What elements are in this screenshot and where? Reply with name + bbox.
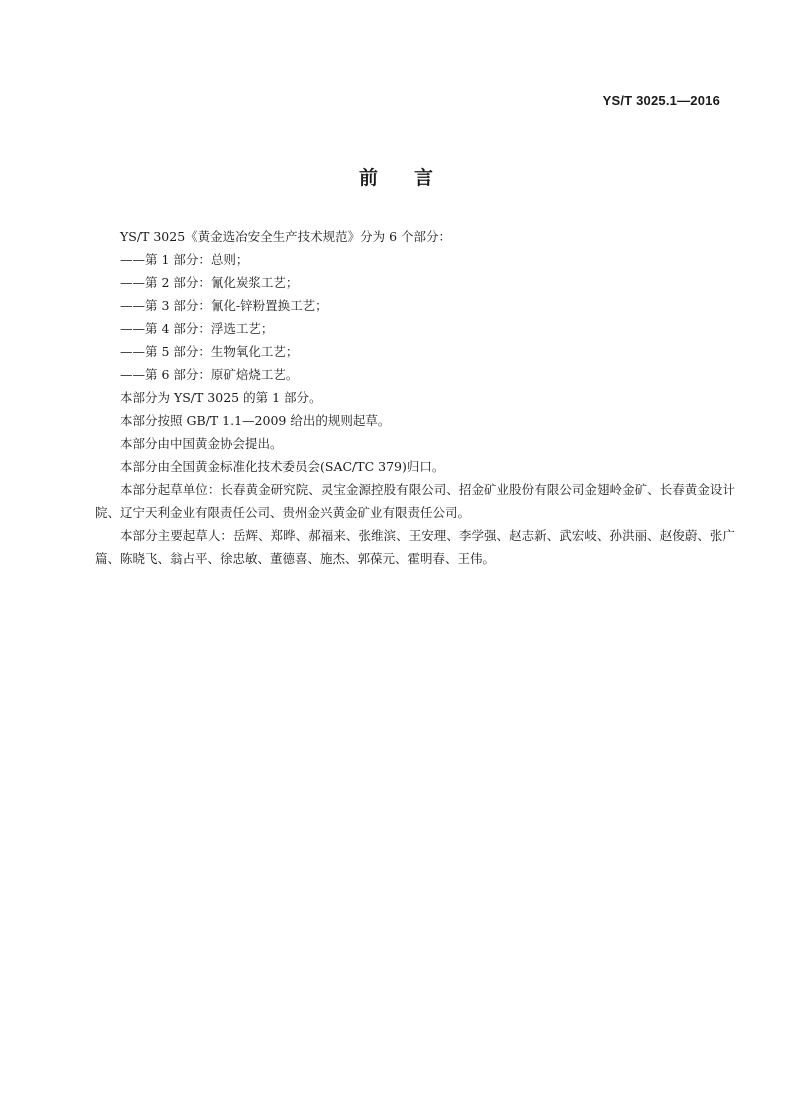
part-list-item: ——第 4 部分：浮选工艺； — [120, 321, 274, 336]
foreword-body — [95, 225, 735, 570]
part-list-item: ——第 2 部分：氰化炭浆工艺； — [120, 275, 299, 290]
standard-code: YS/T 3025.1—2016 — [602, 93, 720, 108]
proposed-by-paragraph: 本部分由中国黄金协会提出。 — [120, 436, 283, 451]
part-list-item: ——第 5 部分：生物氧化工艺； — [120, 344, 299, 359]
part-list-item: ——第 3 部分：氰化-锌粉置换工艺； — [120, 298, 328, 313]
jurisdiction-paragraph: 本部分由全国黄金标准化技术委员会(SAC/TC 379)归口。 — [120, 459, 445, 474]
drafting-rule-paragraph: 本部分按照 GB/T 1.1—2009 给出的规则起草。 — [120, 413, 391, 428]
title-char-2: 言 — [414, 167, 434, 189]
drafters-paragraph: 本部分主要起草人：岳辉、郑晔、郝福来、张维滨、王安理、李学强、赵志新、武宏岐、孙洪丽、赵俊蔚、张广篇、陈晓飞、翁占平、徐忠敏、董德喜、施杰、郭葆元、霍明春、王伟。 — [95, 528, 735, 566]
page-title — [0, 163, 792, 190]
part-list-item: ——第 1 部分：总则； — [120, 252, 249, 267]
intro-paragraph: YS/T 3025《黄金选冶安全生产技术规范》分为 6 个部分： — [120, 229, 452, 244]
this-part-paragraph: 本部分为 YS/T 3025 的第 1 部分。 — [120, 390, 322, 405]
part-list-item: ——第 6 部分：原矿焙烧工艺。 — [120, 367, 299, 382]
title-char-1: 前 — [358, 167, 378, 189]
drafting-units-paragraph: 本部分起草单位：长春黄金研究院、灵宝金源控股有限公司、招金矿业股份有限公司金翅岭金矿、长春黄金设计院、辽宁天利金业有限责任公司、贵州金兴黄金矿业有限责任公司。 — [95, 482, 735, 520]
